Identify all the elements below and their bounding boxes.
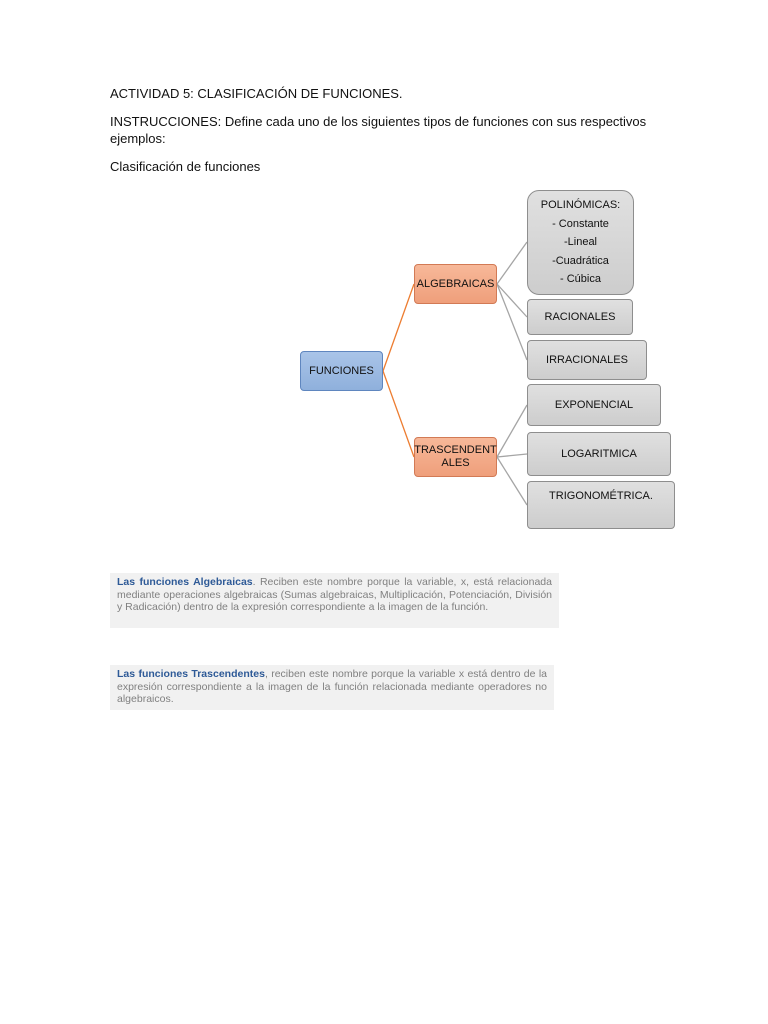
definition-trascendentes-text: , reciben este nombre porque la variable x está dentro de la expresión correspondiente a la imagen de la función relacionada mediante operadores no algebraicos. — [117, 668, 547, 705]
connector-algebraicas-racionales — [497, 284, 527, 317]
node-algebraicas: ALGEBRAICAS — [414, 264, 497, 304]
definition-algebraicas-text: . Reciben este nombre porque la variable, x, está relacionada mediante operaciones algebraicas (Sumas algebraicas, Multiplicación, Potenciación, División y Radicación) dentro de la expresión correspondiente a la imagen de la función. — [117, 576, 552, 613]
definition-algebraicas — [110, 573, 559, 628]
polinomicas-item: -Lineal — [563, 236, 598, 249]
polinomicas-title: POLINÓMICAS: — [540, 199, 621, 212]
connector-trascendentales-exponencial — [497, 405, 527, 457]
node-polinomicas — [527, 190, 634, 295]
connector-algebraicas-polinomicas — [497, 242, 527, 284]
instructions-text: INSTRUCCIONES: Define cada uno de los siguientes tipos de funciones con sus respectivos ejemplos: — [110, 114, 647, 146]
definition-trascendentes — [110, 665, 554, 710]
connector-funciones-algebraicas — [383, 284, 414, 371]
connector-algebraicas-irracionales — [497, 284, 527, 360]
node-trascendentales-line2: ALES — [441, 457, 470, 469]
node-funciones: FUNCIONES — [300, 351, 383, 391]
polinomicas-item: - Constante — [552, 217, 609, 230]
node-racionales: RACIONALES — [527, 299, 633, 335]
polinomicas-item: - Cúbica — [560, 273, 601, 286]
activity-title: ACTIVIDAD 5: CLASIFICACIÓN DE FUNCIONES. — [110, 86, 403, 101]
node-exponencial: EXPONENCIAL — [527, 384, 661, 426]
connector-trascendentales-trigonometrica — [497, 457, 527, 505]
definition-algebraicas-term: Las funciones Algebraicas — [117, 576, 253, 588]
node-trascendentales-line1: TRASCENDENT — [414, 444, 497, 456]
node-logaritmica: LOGARITMICA — [527, 432, 671, 476]
polinomicas-item: -Cuadrática — [552, 254, 609, 267]
node-trigonometrica: TRIGONOMÉTRICA. — [527, 481, 675, 529]
connector-trascendentales-logaritmica — [497, 454, 527, 457]
node-trascendentales — [414, 437, 497, 477]
node-irracionales: IRRACIONALES — [527, 340, 647, 380]
connector-funciones-trascendentales — [383, 371, 414, 457]
diagram-subtitle: Clasificación de funciones — [110, 159, 261, 174]
definition-trascendentes-term: Las funciones Trascendentes — [117, 668, 265, 680]
